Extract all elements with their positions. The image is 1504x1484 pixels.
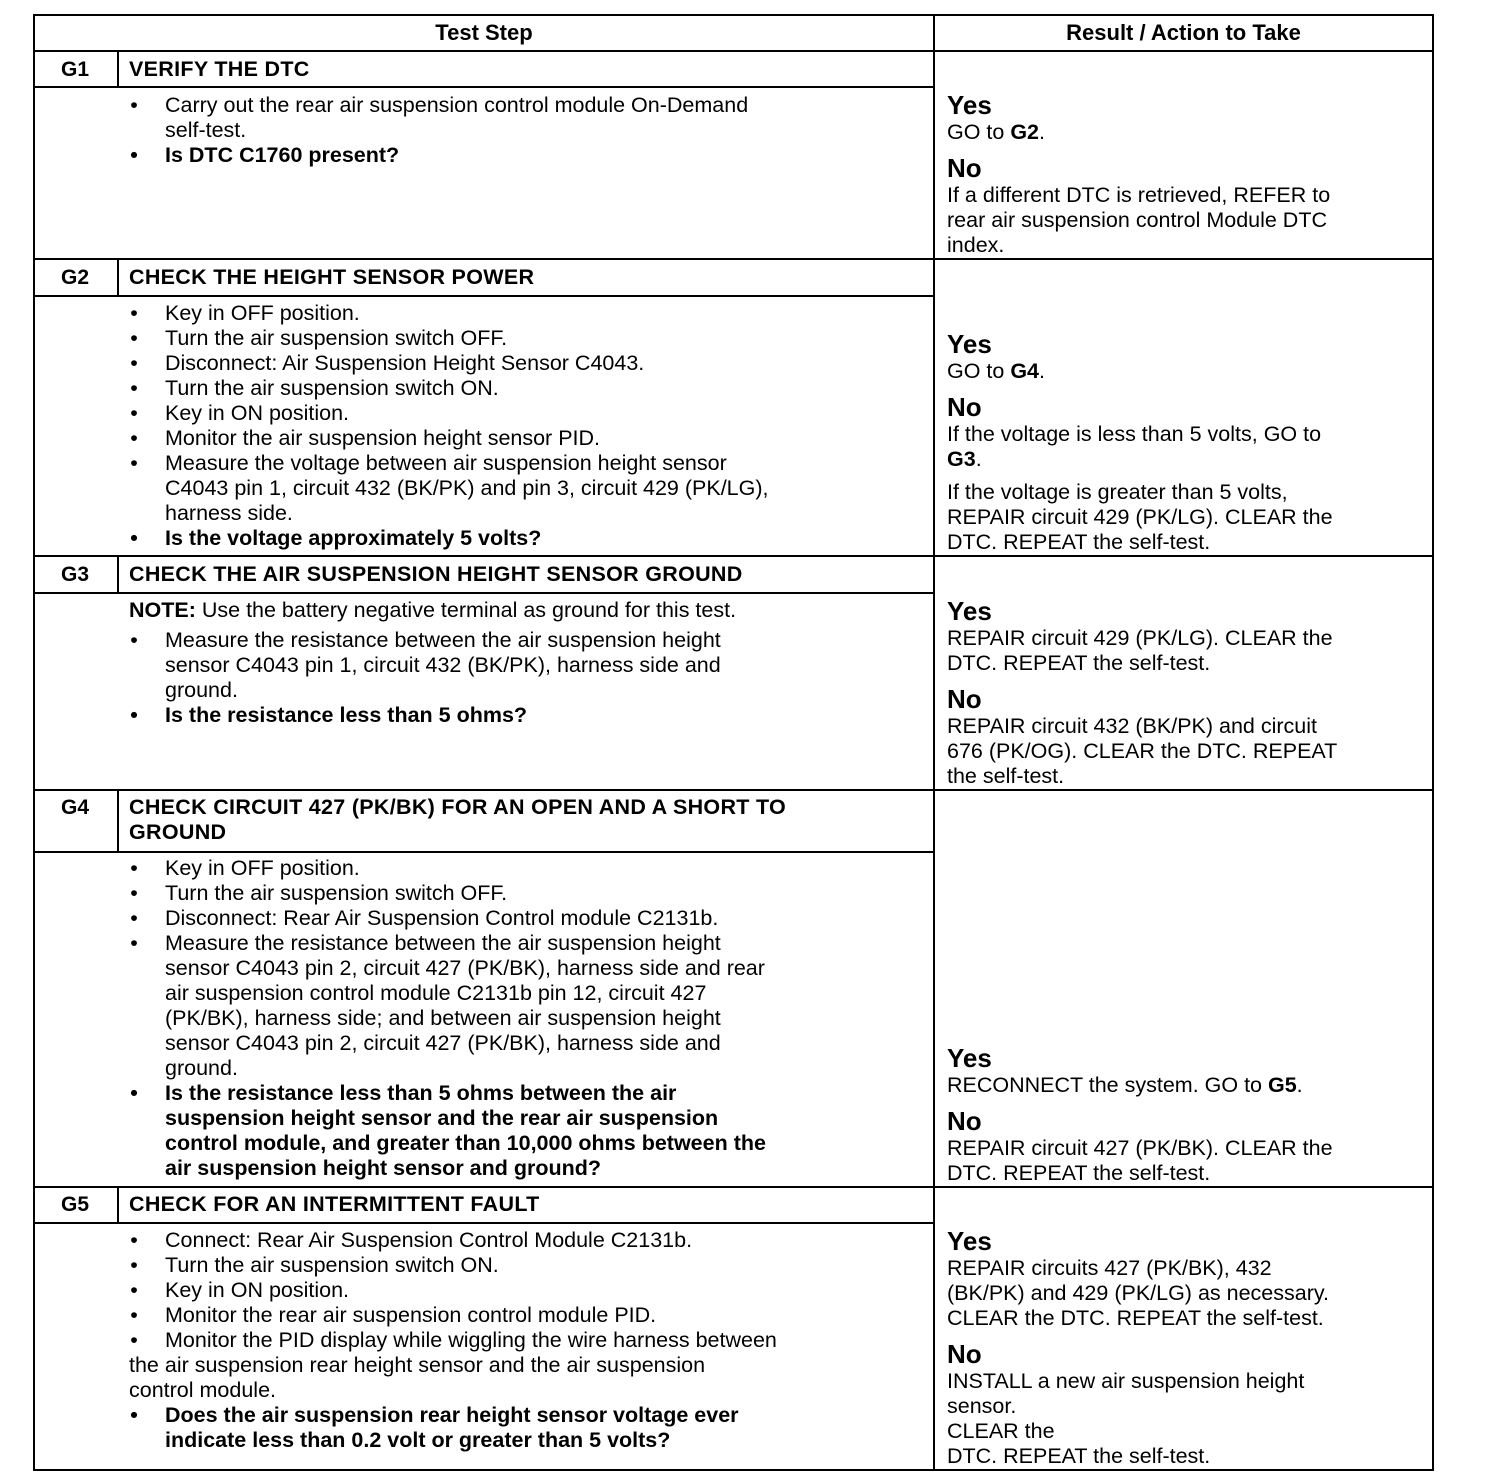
step-title-g5: CHECK FOR AN INTERMITTENT FAULT [129, 1192, 540, 1216]
yes-label: Yes [947, 90, 992, 120]
result-g2: Yes GO to G4. No If the voltage is less than 5 volts, GO to G3. If the voltage is greater than 5 volts, REPAIR circuit 429 (PK/LG). CLEAR the DTC. REPEAT the self-test. [947, 329, 1427, 555]
g2-row-divider [35, 555, 1432, 557]
list-item: • Turn the air suspension switch ON. [130, 1253, 499, 1277]
step-question: air suspension height sensor and ground? [165, 1156, 602, 1180]
step-id-g2: G2 [60, 266, 89, 289]
list-item: • Monitor the air suspension height sensor PID. [130, 426, 601, 450]
yes-action: RECONNECT the system. GO to [947, 1073, 1268, 1097]
no-label: No [947, 392, 982, 422]
step-question: • Does the air suspension rear height sensor voltage ever [130, 1403, 739, 1427]
result-g5 [947, 1226, 1427, 1469]
diagnostic-test-table [33, 14, 1434, 1471]
no-label: No [947, 1106, 982, 1136]
list-item: harness side. [165, 501, 293, 525]
step-title-g4: CHECK CIRCUIT 427 (PK/BK) FOR AN OPEN AND A SHORT TO [129, 795, 787, 819]
list-item: sensor C4043 pin 2, circuit 427 (PK/BK), harness side and rear [165, 956, 765, 980]
result-g3 [947, 596, 1427, 789]
g2-title-divider [35, 295, 934, 297]
list-item: air suspension control module C2131b pin 12, circuit 427 [165, 981, 707, 1005]
step-id-g1: G1 [60, 58, 89, 81]
step-id-g4: G4 [60, 796, 89, 819]
step-question: suspension height sensor and the rear air suspension [165, 1106, 719, 1130]
step-question: • Is the voltage approximately 5 volts? [130, 526, 542, 550]
no-action: index. [947, 233, 1005, 257]
no-action: DTC. REPEAT the self-test. [947, 1444, 1211, 1468]
no-label: No [947, 684, 982, 714]
list-item: • Measure the resistance between the air suspension height [130, 931, 721, 955]
no-action: DTC. REPEAT the self-test. [947, 1161, 1211, 1185]
step-ref: G5 [1267, 1073, 1297, 1097]
step-id-g3: G3 [60, 563, 89, 586]
step-list-g4 [129, 856, 766, 1181]
yes-action: REPAIR circuits 427 (PK/BK), 432 [947, 1256, 1272, 1280]
list-item: (PK/BK), harness side; and between air suspension height [165, 1006, 721, 1030]
no-action: If a different DTC is retrieved, REFER to [947, 183, 1331, 207]
step-ref: G2 [1010, 120, 1040, 144]
g4-title-divider [35, 851, 934, 853]
step-ref: G4 [1010, 359, 1040, 383]
yes-label: Yes [947, 1226, 992, 1256]
list-item: • Connect: Rear Air Suspension Control Module C2131b. [130, 1228, 693, 1252]
no-action: the self-test. [947, 764, 1065, 788]
step-list-g5 [129, 1228, 777, 1453]
list-item: sensor C4043 pin 1, circuit 432 (BK/PK), harness side and [165, 653, 721, 677]
step-id-g5: G5 [60, 1193, 89, 1216]
no-action: 676 (PK/OG). CLEAR the DTC. REPEAT [947, 739, 1338, 763]
no-action: sensor. [947, 1394, 1017, 1418]
step-ref: G3 [947, 447, 976, 471]
header-result: Result / Action to Take [1066, 20, 1301, 45]
list-item: • Turn the air suspension switch OFF. [130, 326, 508, 350]
list-item: • Disconnect: Air Suspension Height Sensor C4043. [130, 351, 645, 375]
list-item: • Key in ON position. [130, 401, 350, 425]
step-question: indicate less than 0.2 volt or greater than 5 volts? [165, 1428, 671, 1452]
list-item: control module. [129, 1378, 276, 1402]
list-item: • Measure the voltage between air suspension height sensor [130, 451, 727, 475]
step-question: control module, and greater than 10,000 ohms between the [165, 1131, 766, 1155]
header-test-step: Test Step [435, 20, 533, 45]
step-list-g1 [129, 93, 748, 168]
g3-row-divider [35, 789, 1432, 791]
no-action: REPAIR circuit 429 (PK/LG). CLEAR the [947, 505, 1333, 529]
no-action: CLEAR the [947, 1419, 1055, 1443]
yes-label: Yes [947, 596, 992, 626]
column-divider-id-g4 [117, 791, 119, 853]
list-item: • Turn the air suspension switch OFF. [130, 881, 508, 905]
no-action: rear air suspension control Module DTC [947, 208, 1327, 232]
list-item: self-test. [165, 118, 247, 142]
list-item: C4043 pin 1, circuit 432 (BK/PK) and pin 3, circuit 429 (PK/LG), [165, 476, 769, 500]
list-item: ground. [165, 1056, 238, 1080]
result-g4: Yes RECONNECT the system. GO to G5. No REPAIR circuit 427 (PK/BK). CLEAR the DTC. REPEAT the self-test. [947, 1043, 1427, 1186]
g4-row-divider [35, 1186, 1432, 1188]
yes-action: GO to [947, 120, 1011, 144]
column-divider-id-g1 [117, 52, 119, 88]
header-divider [35, 50, 1432, 52]
list-item: • Key in ON position. [130, 1278, 350, 1302]
column-divider-id-g3 [117, 557, 119, 594]
step-title-g2: CHECK THE HEIGHT SENSOR POWER [129, 265, 535, 289]
no-action: If the voltage is less than 5 volts, GO to [947, 422, 1322, 446]
list-item: • Carry out the rear air suspension control module On-Demand [130, 93, 749, 117]
step-question: • Is the resistance less than 5 ohms between the air [130, 1081, 677, 1105]
no-action: REPAIR circuit 427 (PK/BK). CLEAR the [947, 1136, 1333, 1160]
list-item: ground. [165, 678, 238, 702]
yes-action: GO to [947, 359, 1011, 383]
no-action: If the voltage is greater than 5 volts, [947, 480, 1288, 504]
no-label: No [947, 1339, 982, 1369]
list-item: • Disconnect: Rear Air Suspension Control module C2131b. [130, 906, 719, 930]
step-title-g1: VERIFY THE DTC [129, 57, 310, 81]
step-question: • Is the resistance less than 5 ohms? [130, 703, 528, 727]
step-title-g3: CHECK THE AIR SUSPENSION HEIGHT SENSOR GROUND [129, 562, 743, 586]
step-title-g4-line2: GROUND [129, 820, 227, 844]
list-item: the air suspension rear height sensor and the air suspension [129, 1353, 706, 1377]
g5-title-divider [35, 1222, 934, 1224]
list-item: • Key in OFF position. [130, 301, 360, 325]
g3-title-divider [35, 592, 934, 594]
yes-action: (BK/PK) and 429 (PK/LG) as necessary. [947, 1281, 1329, 1305]
column-divider-id-g2 [117, 260, 119, 297]
no-action: INSTALL a new air suspension height [947, 1369, 1305, 1393]
yes-label: Yes [947, 1043, 992, 1073]
no-action: DTC. REPEAT the self-test. [947, 530, 1211, 554]
list-item: sensor C4043 pin 2, circuit 427 (PK/BK), harness side and [165, 1031, 721, 1055]
list-item: • Monitor the rear air suspension control module PID. [130, 1303, 657, 1327]
step-question: • Is DTC C1760 present? [130, 143, 400, 167]
note-label: NOTE: [129, 598, 196, 622]
g1-title-divider [35, 86, 934, 88]
step-list-g3 [129, 628, 721, 728]
column-divider-id-g5 [117, 1188, 119, 1224]
list-item: • Monitor the PID display while wiggling the wire harness between [130, 1328, 777, 1352]
column-divider-result [933, 16, 935, 1469]
step-list-g2 [129, 301, 769, 551]
no-label: No [947, 153, 982, 183]
no-action: REPAIR circuit 432 (BK/PK) and circuit [947, 714, 1318, 738]
yes-action: DTC. REPEAT the self-test. [947, 651, 1211, 675]
yes-label: Yes [947, 329, 992, 359]
list-item: • Key in OFF position. [130, 856, 360, 880]
yes-action: CLEAR the DTC. REPEAT the self-test. [947, 1306, 1324, 1330]
list-item: • Measure the resistance between the air suspension height [130, 628, 721, 652]
result-g1: Yes GO to G2. No If a different DTC is retrieved, REFER to rear air suspension control Module DTC index. [947, 90, 1427, 258]
yes-action: REPAIR circuit 429 (PK/LG). CLEAR the [947, 626, 1333, 650]
step-note-g3: NOTE: Use the battery negative terminal as ground for this test. [129, 598, 737, 622]
g1-row-divider [35, 258, 1432, 260]
list-item: • Turn the air suspension switch ON. [130, 376, 499, 400]
